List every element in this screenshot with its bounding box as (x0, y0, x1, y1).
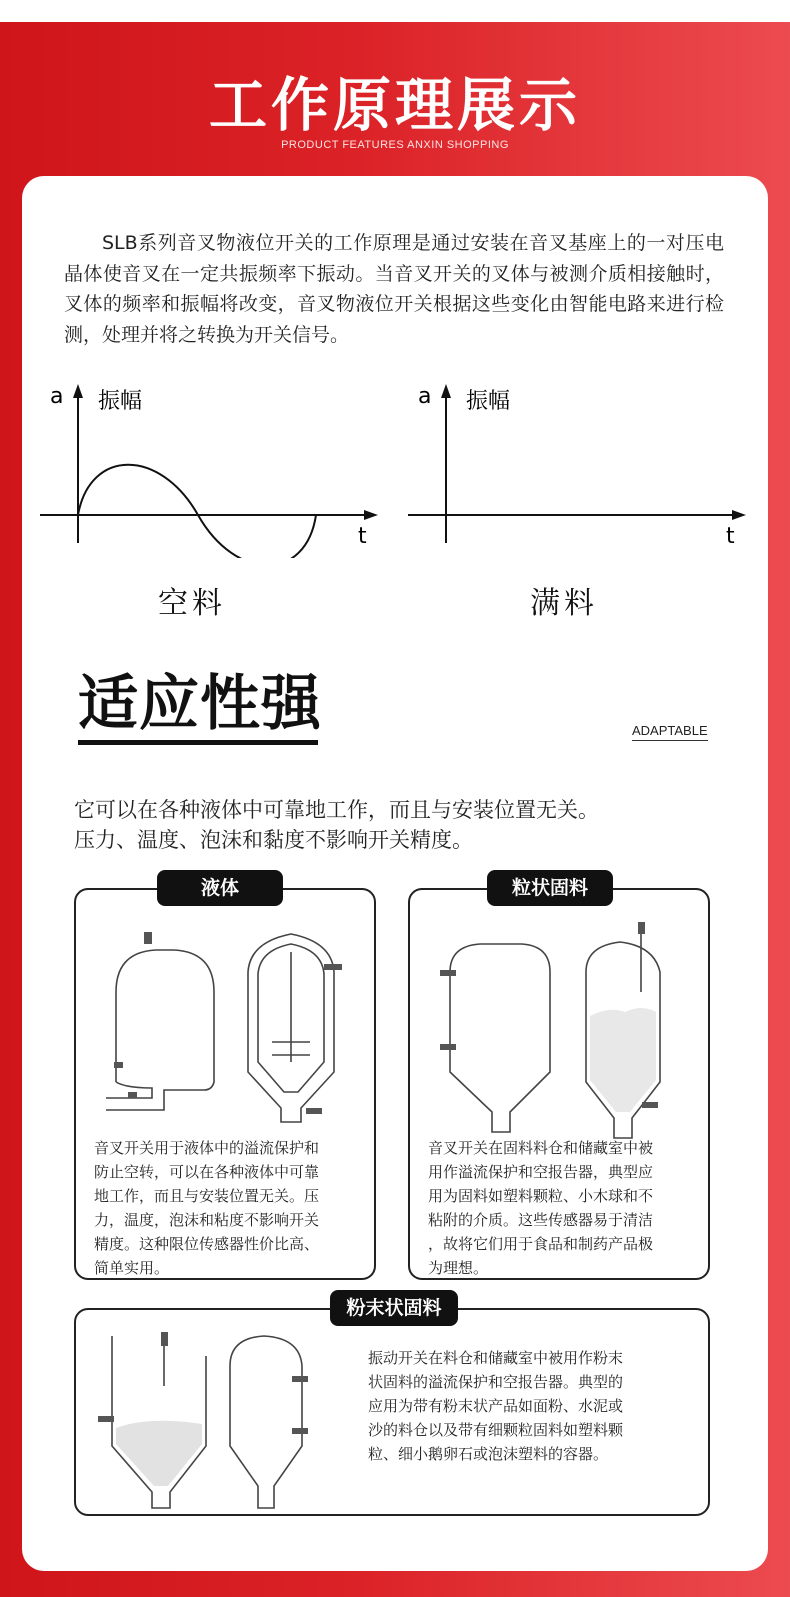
y-axis-symbol: a (50, 384, 64, 409)
adaptable-description (74, 795, 734, 855)
tag-granular: 粒状固料 (487, 870, 613, 906)
principle-paragraph: SLB系列音叉物液位开关的工作原理是通过安装在音叉基座上的一对压电晶体使音叉在一定共振频率下振动。当音叉开关的叉体与被测介质相接触时，叉体的频率和振幅将改变，音叉物液位开关根据这些变化由智能电路来进行检测，处理并将之转换为开关信号。 (64, 232, 724, 346)
x-axis-symbol: t (726, 524, 735, 549)
tag-powder: 粉末状固料 (330, 1290, 458, 1326)
x-axis-symbol: t (358, 524, 367, 549)
graph-caption-full: 满料 (530, 586, 598, 621)
y-axis-label: 振幅 (98, 389, 143, 414)
flat-line-chart (408, 378, 748, 558)
heading-underline (78, 740, 318, 745)
case-powder (74, 1308, 710, 1516)
page-subtitle: PRODUCT FEATURES ANXIN SHOPPING (281, 139, 509, 151)
y-axis-symbol: a (418, 384, 432, 409)
tag-liquid: 液体 (157, 870, 283, 906)
desc-line: 它可以在各种液体中可靠地工作，而且与安装位置无关。 (74, 798, 599, 822)
adaptable-en-label: ADAPTABLE (632, 723, 708, 741)
granular-silo-illustration (410, 912, 708, 1152)
sine-wave-chart (40, 378, 380, 558)
case-liquid (74, 888, 376, 1280)
desc-line: 压力、温度、泡沫和黏度不影响开关精度。 (74, 828, 473, 852)
graph-empty (40, 378, 380, 562)
y-axis-label: 振幅 (466, 389, 511, 414)
page-title: 工作原理展示 (208, 71, 581, 139)
liquid-tank-illustration (76, 912, 374, 1152)
graph-full (408, 378, 748, 562)
case-description: 音叉开关在固料料仓和储藏室中被 用作溢流保护和空报告器，典型应 用为固料如塑料颗粒、小木球和不 粘附的介质。这些传感器易于清洁 ，故将它们用于食品和制药产品极 为理想。 (428, 1139, 654, 1277)
powder-silo-illustration (88, 1316, 378, 1512)
graph-caption-empty: 空料 (158, 586, 226, 621)
case-granular (408, 888, 710, 1280)
adaptable-heading: 适应性强 (78, 669, 322, 739)
case-description: 音叉开关用于液体中的溢流保护和 防止空转，可以在各种液体中可靠 地工作，而且与安装位置无关。压 力，温度，泡沫和粘度不影响开关 精度。这种限位传感器性价比高、 简单实用。 (94, 1139, 320, 1277)
case-description: 振动开关在料仓和储藏室中被用作粉末 状固料的溢流保护和空报告器。典型的 应用为带有粉末状产品如面粉、水泥或 沙的料仓以及带有细颗粒固料如塑料颗 粒、细小鹅卵石或泡沫塑料的容器。 (368, 1349, 624, 1463)
